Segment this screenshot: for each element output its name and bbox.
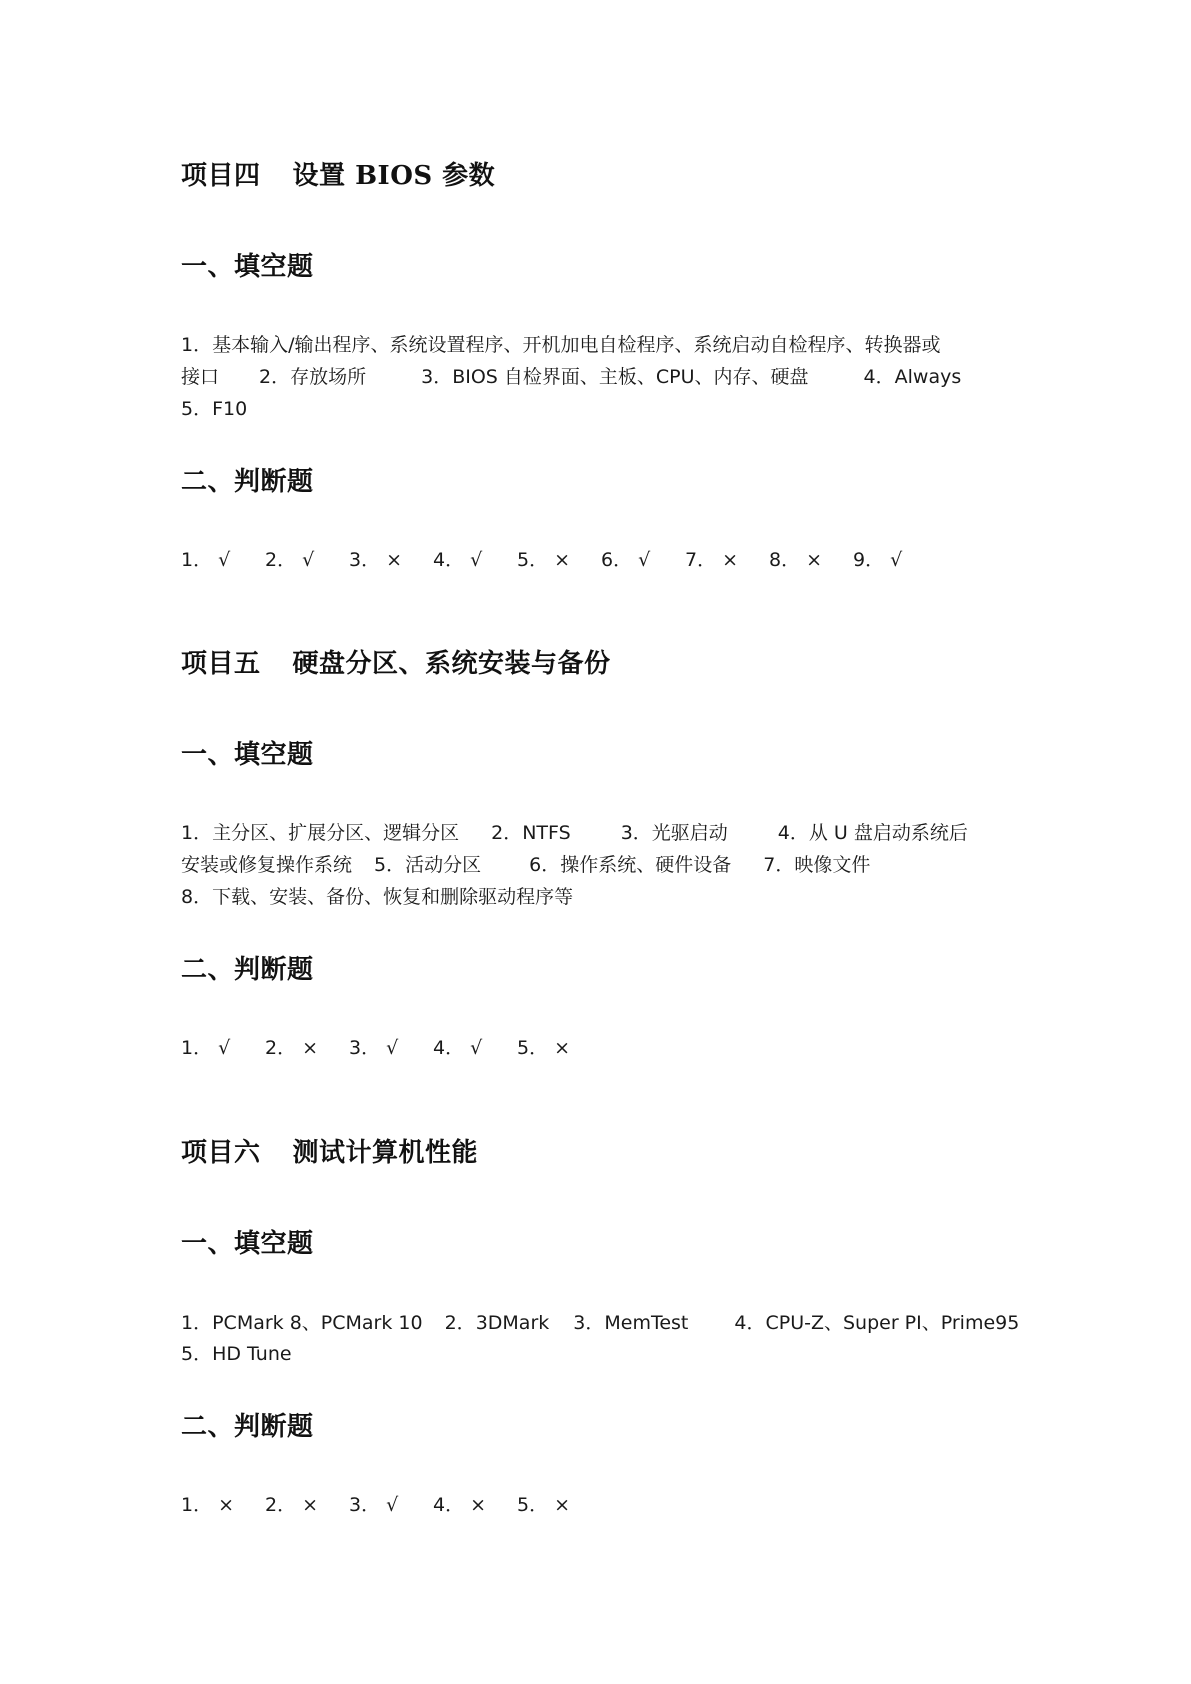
judge-item: 3． √	[349, 1037, 399, 1059]
judge-heading: 二、判断题	[181, 1412, 314, 1442]
answer-item: 1．主分区、扩展分区、逻辑分区	[181, 822, 460, 844]
judge-item: 5． ×	[517, 1494, 571, 1516]
judge-item: 7． ×	[685, 549, 739, 571]
judge-item: 6． √	[601, 549, 651, 571]
answer-item: 1．基本输入/输出程序、系统设置程序、开机加电自检程序、系统启动自检程序、转换器或	[181, 334, 941, 356]
judge-item: 3． √	[349, 1494, 399, 1516]
judge-item: 1． √	[181, 1037, 231, 1059]
answer-line	[181, 1341, 292, 1367]
section-name: 设置 BIOS 参数	[292, 161, 496, 191]
answer-item: 1．PCMark 8、PCMark 10	[181, 1312, 423, 1334]
section-label: 项目六	[181, 1138, 261, 1168]
judge-item: 8． ×	[769, 549, 823, 571]
answer-item: 接口	[181, 366, 220, 388]
judge-item: 2． ×	[265, 1037, 319, 1059]
judge-item: 1． √	[181, 549, 231, 571]
answer-item: 6．操作系统、硬件设备	[529, 854, 732, 876]
answer-item: 2．3DMark	[444, 1312, 550, 1334]
section-title-5	[181, 647, 611, 681]
judge-item: 5． ×	[517, 1037, 571, 1059]
answer-item: 5．F10	[181, 398, 248, 420]
answer-item: 2．存放场所	[259, 366, 367, 388]
answer-line	[181, 332, 941, 358]
judge-heading: 二、判断题	[181, 467, 314, 497]
section-name: 硬盘分区、系统安装与备份	[292, 649, 611, 679]
answer-item: 8．下载、安装、备份、恢复和删除驱动程序等	[181, 886, 574, 908]
answer-line	[181, 884, 573, 910]
section-title-4	[181, 159, 495, 193]
section-name: 测试计算机性能	[292, 1138, 479, 1168]
judge-item: 1． ×	[181, 1494, 235, 1516]
answer-item: 7．映像文件	[763, 854, 871, 876]
section-label: 项目四	[181, 161, 261, 191]
section-label: 项目五	[181, 649, 261, 679]
judge-item: 4． √	[433, 1037, 483, 1059]
judge-item: 2． ×	[265, 1494, 319, 1516]
judge-item: 4． ×	[433, 1494, 487, 1516]
answer-item: 4．Always	[863, 366, 962, 388]
answer-item: 4．从 U 盘启动系统后	[777, 822, 968, 844]
answer-item: 2．NTFS	[491, 822, 571, 844]
answer-item: 5．活动分区	[374, 854, 482, 876]
fill-heading: 一、填空题	[181, 252, 314, 282]
judge-item: 5． ×	[517, 549, 571, 571]
fill-heading: 一、填空题	[181, 740, 314, 770]
answer-line	[181, 820, 968, 846]
answer-line	[181, 364, 961, 390]
judge-item: 3． ×	[349, 549, 403, 571]
answer-line	[181, 1310, 1019, 1336]
answer-item: 3．BIOS 自检界面、主板、CPU、内存、硬盘	[421, 366, 809, 388]
answer-line	[181, 852, 870, 878]
judge-item: 9． √	[853, 549, 903, 571]
answer-item: 5．HD Tune	[181, 1343, 292, 1365]
answer-item: 安装或修复操作系统	[181, 854, 353, 876]
answer-item: 3．MemTest	[573, 1312, 689, 1334]
answer-item: 3．光驱启动	[620, 822, 728, 844]
judge-item: 4． √	[433, 549, 483, 571]
fill-heading: 一、填空题	[181, 1229, 314, 1259]
judge-heading: 二、判断题	[181, 955, 314, 985]
answer-item: 4．CPU-Z、Super PI、Prime95	[734, 1312, 1020, 1334]
section-title-6	[181, 1136, 478, 1170]
judge-item: 2． √	[265, 549, 315, 571]
answer-line	[181, 396, 247, 422]
